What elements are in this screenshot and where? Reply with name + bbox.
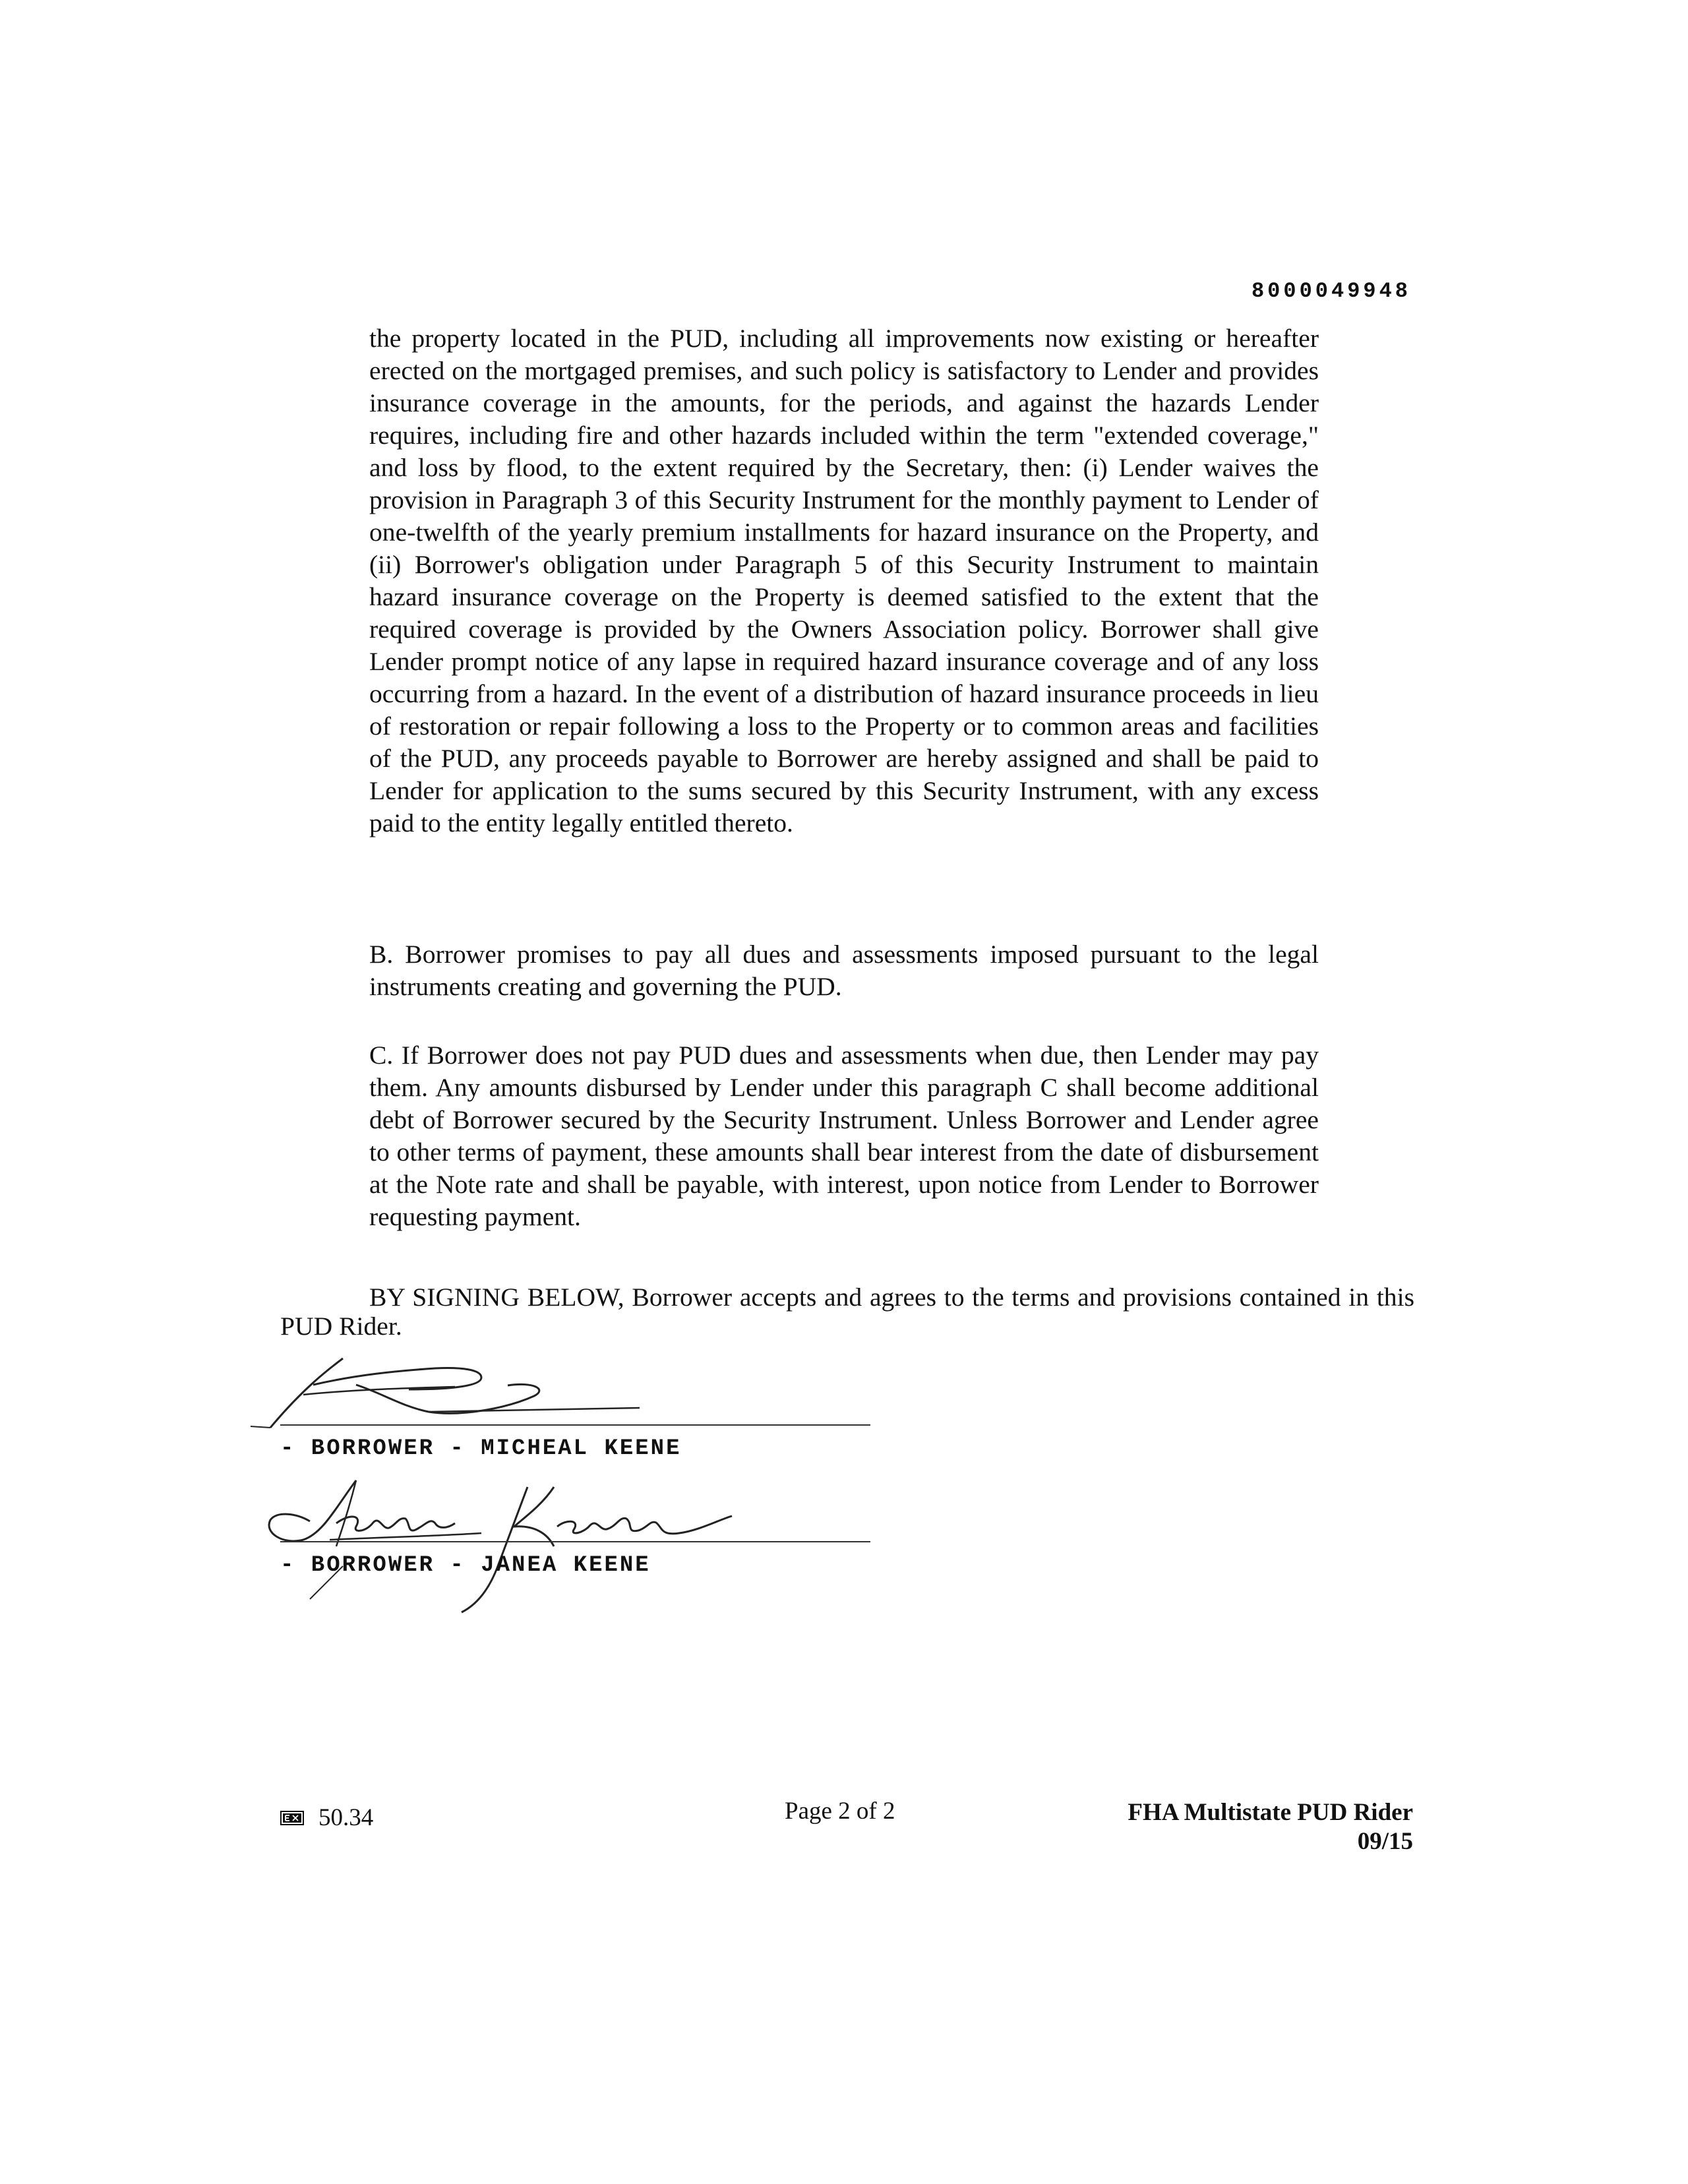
borrower-2-label: - BORROWER - JANEA KEENE bbox=[280, 1553, 651, 1578]
paragraph-b: B. Borrower promises to pay all dues and assessments imposed pursuant to the legal instruments creating and governing the PUD. bbox=[369, 940, 1319, 1001]
form-title: FHA Multistate PUD Rider bbox=[1128, 1799, 1413, 1826]
page-number: Page 2 of 2 bbox=[785, 1798, 895, 1825]
borrower-2-signature bbox=[257, 1467, 758, 1619]
form-number-text: 50.34 bbox=[318, 1804, 374, 1831]
form-title-block bbox=[1029, 1798, 1413, 1856]
loan-number: 8000049948 bbox=[1251, 279, 1411, 303]
form-logo-icon bbox=[280, 1811, 304, 1825]
form-date: 09/15 bbox=[1357, 1828, 1413, 1855]
paragraph-c: C. If Borrower does not pay PUD dues and assessments when due, then Lender may pay them. Any amounts disbursed by Lender under this paragraph C shall become additional debt of Borrower secured by the Security Instrument. Unless Borrower and Lender agree to other terms of payment, these amounts shall bear interest from the date of disbursement at the Note rate and shall be payable, with interest, upon notice from Lender to Borrower requesting payment. bbox=[369, 1041, 1319, 1231]
borrower-1-label: - BORROWER - MICHEAL KEENE bbox=[280, 1436, 682, 1461]
signing-statement: BY SIGNING BELOW, Borrower accepts and agrees to the terms and provisions contained in this PUD Rider. bbox=[280, 1283, 1414, 1341]
borrower-2-signature-line bbox=[280, 1541, 870, 1542]
paragraph-a-continued: the property located in the PUD, including all improvements now existing or hereafter erected on the mortgaged premises, and such policy is satisfactory to Lender and provides insurance coverage in the amounts, for the periods, and against the hazards Lender requires, including fire and other hazards included within the term "extended coverage," and loss by flood, to the extent required by the Secretary, then: (i) Lender waives the provision in Paragraph 3 of this Security Instrument for the monthly payment to Lender of one-twelfth of the yearly premium installments for hazard insurance on the Property, and (ii) Borrower's obligation under Paragraph 5 of this Security Instrument to maintain hazard insurance coverage on the Property is deemed satisfied to the extent that the required coverage is provided by the Owners Association policy. Borrower shall give Lender prompt notice of any lapse in required hazard insurance coverage and of any loss occurring from a hazard. In the event of a distribution of hazard insurance proceeds in lieu of restoration or repair following a loss to the Property or to common areas and facilities of the PUD, any proceeds payable to Borrower are hereby assigned and shall be paid to Lender for application to the sums secured by this Security Instrument, with any excess paid to the entity legally entitled thereto. bbox=[369, 324, 1319, 837]
form-number bbox=[280, 1804, 373, 1832]
borrower-1-signature-line bbox=[280, 1424, 870, 1426]
